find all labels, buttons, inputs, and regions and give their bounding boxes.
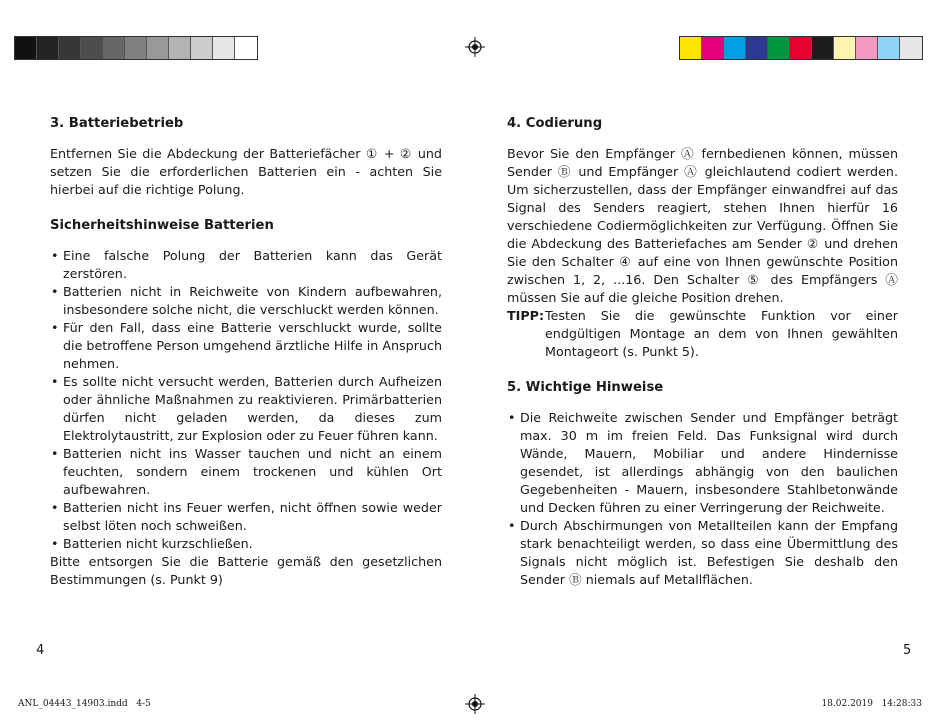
list-item: • Eine falsche Polung der Batterien kann das Gerät zerstören. [50,247,442,283]
color-swatch [103,37,125,59]
section-3-heading: 3. Batteriebetrieb [50,116,184,131]
color-control-strip [679,36,923,60]
disposal-note: Bitte entsorgen Sie die Batterie gemäß den gesetzlichen Bestimmungen (s. Punkt 9) [50,554,442,587]
tip-block [507,307,898,361]
color-swatch [878,37,900,59]
color-swatch [125,37,147,59]
color-swatch [213,37,235,59]
color-swatch [81,37,103,59]
section-5-heading: 5. Wichtige Hinweise [507,380,664,395]
section-4-body: Bevor Sie den Empfänger Ⓐ fernbedienen können, müssen Sender Ⓑ und Empfänger Ⓐ gleichlautend codiert werden. Um sicherzustellen, dass der Empfänger einwandfrei auf das Signal des Senders reagiert, stehen Ihnen hierfür 16 verschiedene Codiermöglichkeiten zur Verfügung. Öffnen Sie die Abdeckung des Batteriefaches am Sender ② und drehen Sie den Schalter ④ auf eine von Ihnen gewünschte Position zwischen 1, 2, ...16. Den Schalter ⑤ des Empfängers Ⓐ müssen Sie auf die gleiche Position drehen. [507,146,898,305]
color-swatch [680,37,702,59]
section-4-heading: 4. Codierung [507,116,603,131]
list-item: • Für den Fall, dass eine Batterie verschluckt wurde, sollte die betroffene Person umgehend ärztliche Hilfe in Anspruch nehmen. [50,319,442,373]
color-swatch [37,37,59,59]
color-swatch [812,37,834,59]
section-3-body: Entfernen Sie die Abdeckung der Batteriefächer ① + ② und setzen Sie die erforderlichen Batterien ein - achten Sie hierbei auf die richtige Polung. [50,146,442,197]
footer-timestamp: 18.02.2019 14:28:33 [821,699,922,709]
grayscale-control-strip [14,36,258,60]
list-item: • Batterien nicht kurzschließen. [50,535,442,553]
color-swatch [856,37,878,59]
registration-mark-icon [465,694,485,714]
list-item: • Durch Abschirmungen von Metallteilen kann der Empfang stark benachteiligt werden, so dass eine Übermittlung des Signals nicht möglich ist. Befestigen Sie deshalb den Sender Ⓑ niemals auf Metallflächen. [507,517,898,589]
tip-text: Testen Sie die gewünschte Funktion vor einer endgültigen Montage an dem von Ihnen gewählten Montageort (s. Punkt 5). [545,308,898,359]
color-swatch [235,37,257,59]
color-swatch [768,37,790,59]
safety-heading: Sicherheitshinweise Batterien [50,218,274,233]
registration-mark-icon [465,37,485,57]
color-swatch [834,37,856,59]
color-swatch [746,37,768,59]
color-swatch [15,37,37,59]
page-number-right: 5 [903,643,912,658]
color-swatch [59,37,81,59]
color-swatch [147,37,169,59]
list-item: • Die Reichweite zwischen Sender und Empfänger beträgt max. 30 m im freien Feld. Das Funksignal wird durch Wände, Mauern, Mobiliar und andere Hindernisse gesendet, ist allerdings abhängig von den baulichen Gegebenheiten - Mauern, insbesondere Stahlbetonwände und Decken führen zu einer Verringerung der Reichweite. [507,409,898,517]
color-swatch [724,37,746,59]
list-item: • Batterien nicht ins Wasser tauchen und nicht an einem feuchten, sondern einem trockenen und kühlen Ort aufbewahren. [50,445,442,499]
left-page-content [50,115,442,589]
color-swatch [900,37,922,59]
page-number-left: 4 [36,643,45,658]
hints-list [507,409,898,589]
color-swatch [790,37,812,59]
list-item: • Es sollte nicht versucht werden, Batterien durch Aufheizen oder ähnliche Maßnahmen zu reaktivieren. Primärbatterien dürfen nicht geladen werden, da dieses zum Elektrolytaustritt, zur Explosion oder zu Feuer führen kann. [50,373,442,445]
right-page-content [507,115,898,589]
list-item: • Batterien nicht in Reichweite von Kindern aufbewahren, insbesondere solche nicht, die verschluckt werden können. [50,283,442,319]
color-swatch [191,37,213,59]
footer-file-name: ANL_04443_14903.indd 4-5 [18,699,151,709]
tip-label: TIPP: [507,308,545,323]
color-swatch [169,37,191,59]
safety-list [50,247,442,553]
list-item: • Batterien nicht ins Feuer werfen, nicht öffnen sowie weder selbst löten noch schweißen. [50,499,442,535]
color-swatch [702,37,724,59]
